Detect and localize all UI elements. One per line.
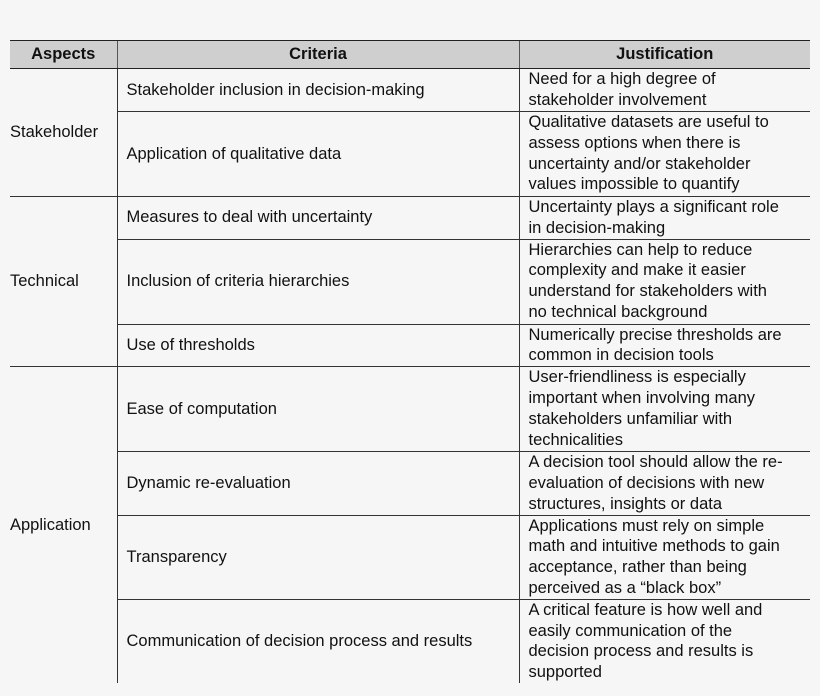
table-row: [10, 599, 810, 683]
criterion-cell: Measures to deal with uncertainty: [117, 197, 519, 240]
aspect-cell: Stakeholder: [10, 69, 117, 197]
justification-line: Uncertainty plays a significant role: [528, 198, 779, 216]
justification-line: assess options when there is: [528, 133, 741, 152]
justification-cell: [519, 367, 810, 452]
justification-line: A decision tool should allow the re-: [528, 453, 783, 472]
header-aspects: Aspects: [10, 41, 117, 69]
aspect-cell: Technical: [10, 197, 117, 367]
justification-cell: [519, 324, 810, 367]
justification-cell: [519, 239, 810, 324]
criterion-cell: Dynamic re-evaluation: [117, 452, 519, 515]
aspect-cell: Application: [10, 367, 117, 684]
justification-line: A critical feature is how well and: [528, 600, 763, 619]
justification-cell: [519, 515, 810, 599]
justification-line: supported: [528, 663, 602, 682]
justification-line: evaluation of decisions with new: [528, 473, 765, 492]
criterion-cell: Use of thresholds: [117, 324, 519, 367]
justification-line: no technical background: [528, 302, 708, 321]
justification-line: easily communication of the: [528, 621, 733, 640]
justification-cell: [519, 197, 810, 240]
table-row: [10, 69, 810, 112]
justification-line: User-friendliness is especially: [528, 368, 746, 387]
criteria-table: [10, 40, 810, 683]
justification-cell: [519, 452, 810, 515]
table-row: [10, 452, 810, 515]
justification-line: understand for stakeholders with: [528, 282, 767, 301]
justification-line: technicalities: [528, 430, 623, 449]
justification-line: Applications must rely on simple: [528, 516, 765, 535]
justification-line: stakeholders unfamiliar with: [528, 409, 733, 428]
header-row: [10, 41, 810, 69]
table-row: [10, 324, 810, 367]
justification-line: uncertainty and/or stakeholder: [528, 154, 751, 173]
justification-line: acceptance, rather than being: [528, 558, 747, 577]
justification-line: perceived as a “black box”: [528, 578, 722, 597]
justification-cell: [519, 112, 810, 197]
header-criteria: Criteria: [117, 41, 519, 69]
justification-line: math and intuitive methods to gain: [528, 537, 780, 556]
justification-line: complexity and make it easier: [528, 261, 746, 280]
table-row: [10, 367, 810, 452]
criterion-cell: Stakeholder inclusion in decision-making: [117, 69, 519, 112]
criterion-cell: Inclusion of criteria hierarchies: [117, 239, 519, 324]
table-row: [10, 515, 810, 599]
criterion-cell: Communication of decision process and results: [117, 599, 519, 683]
justification-line: values impossible to quantify: [528, 175, 740, 194]
criterion-cell: Ease of computation: [117, 367, 519, 452]
criterion-cell: Transparency: [117, 515, 519, 599]
justification-line: in decision-making: [528, 218, 666, 237]
justification-line: structures, insights or data: [528, 494, 723, 513]
justification-line: Qualitative datasets are useful to: [528, 113, 769, 131]
header-justification: Justification: [519, 41, 810, 69]
table-row: [10, 197, 810, 240]
justification-line: common in decision tools: [528, 346, 714, 365]
justification-line: important when involving many: [528, 388, 756, 407]
justification-line: Hierarchies can help to reduce: [528, 240, 753, 259]
justification-line: Need for a high degree of: [528, 70, 716, 88]
justification-line: Numerically precise thresholds are: [528, 325, 782, 344]
table-row: [10, 112, 810, 197]
table-row: [10, 239, 810, 324]
justification-line: decision process and results is: [528, 642, 754, 661]
criterion-cell: Application of qualitative data: [117, 112, 519, 197]
justification-cell: [519, 69, 810, 112]
justification-cell: [519, 599, 810, 683]
justification-line: stakeholder involvement: [528, 90, 707, 109]
